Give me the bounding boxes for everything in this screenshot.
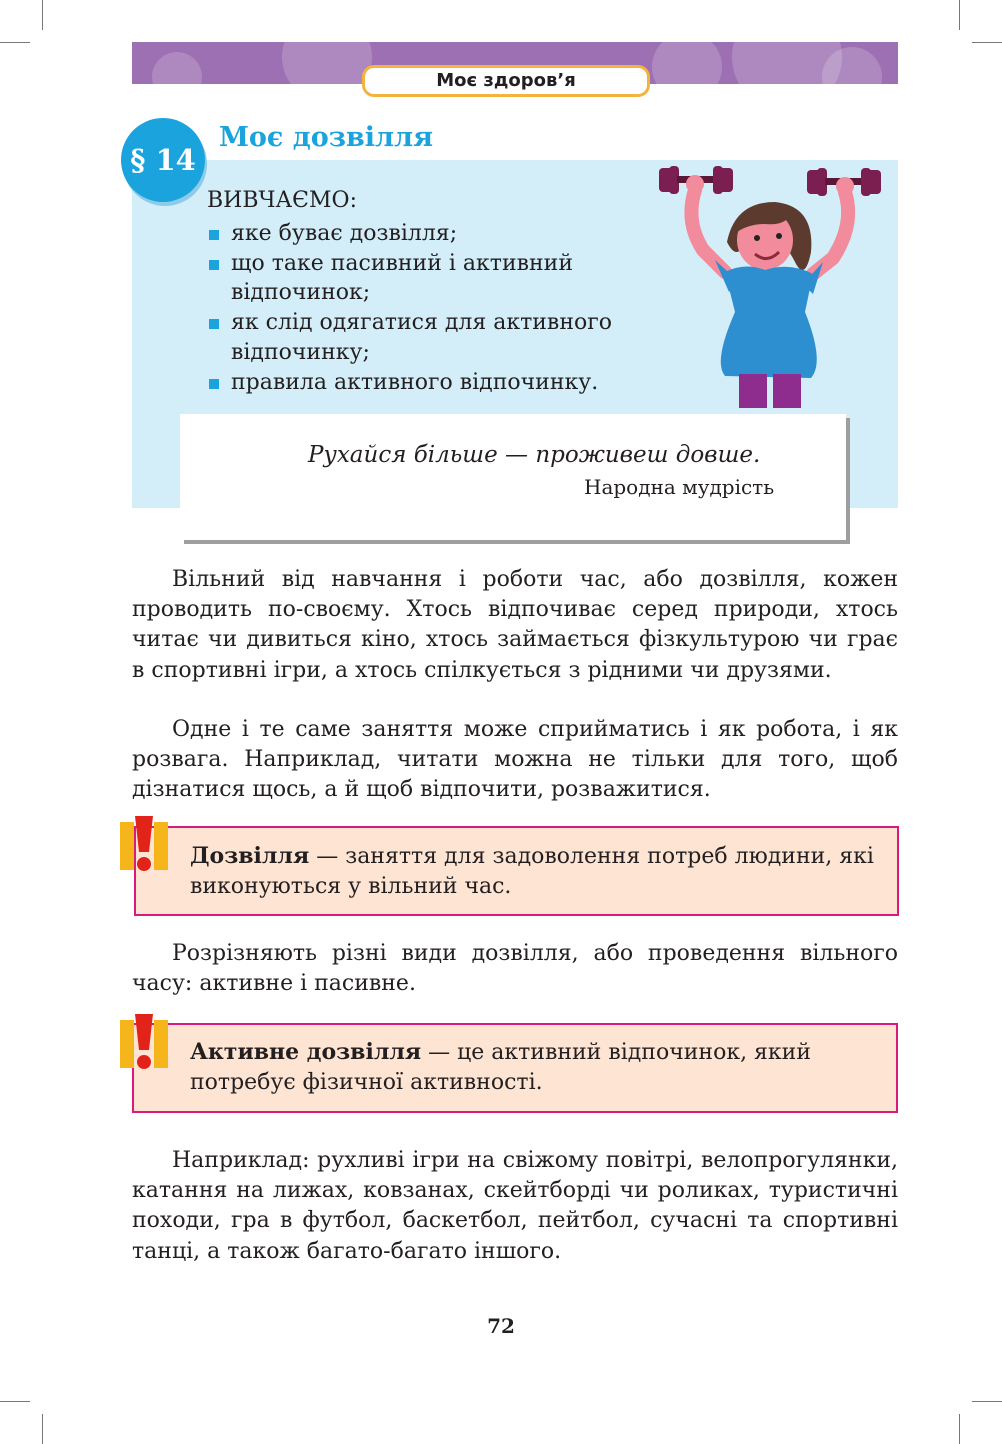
crop-mark <box>972 42 1002 43</box>
exclamation-icon <box>118 814 170 876</box>
bullet-square-icon <box>209 230 219 240</box>
exclamation-icon <box>118 1012 170 1074</box>
bullet-square-icon <box>209 379 219 389</box>
paragraph-text: Розрізняють різні види дозвілля, або проведення вільного часу: активне і пасивне. <box>132 941 898 997</box>
lesson-title: Моє дозвілля <box>219 122 434 153</box>
learn-item-text: як слід одягатися для активного відпочинку; <box>231 310 612 365</box>
definition-body: — це активний відпочинок, який потребує фізичної активності. <box>190 1040 812 1095</box>
paragraph-text: Одне і те саме заняття може сприйматись і як робота, і як розвага. Наприклад, читати можна не тільки для того, щоб дізнатися щось, а й щоб відпочити, розважитися. <box>132 717 898 803</box>
crop-mark <box>959 0 960 30</box>
learn-item <box>207 308 657 367</box>
crop-mark <box>42 1414 43 1444</box>
learn-item-text: яке буває дозвілля; <box>231 221 458 246</box>
section-label: Моє здоров’я <box>362 65 650 97</box>
paragraph-text: Вільний від навчання і роботи час, або дозвілля, кожен проводить по-своєму. Хтось відпочиває серед природи, хтось читає чи дивиться кіно, хтось займається фізкультурою чи грає в спортивні ігри, а хтось спілкується з рідними чи друзями. <box>132 567 898 683</box>
body-paragraph <box>132 565 898 686</box>
paragraph-number-badge: § 14 <box>121 118 205 202</box>
definition-text <box>190 1037 880 1098</box>
body-paragraph <box>132 1146 898 1267</box>
page-number: 72 <box>487 1314 515 1338</box>
crop-mark <box>42 0 43 30</box>
paragraph-text: Наприклад: рухливі ігри на свіжому повітрі, велопрогулянки, катання на лижах, ковзанах, скейтборді чи роликах, туристичні походи, гра в футбол, баскетбол, пейтбол, сучасні та спортивні танці, а також багато-багато іншого. <box>132 1148 898 1264</box>
crop-mark <box>959 1414 960 1444</box>
definition-term: Дозвілля <box>190 843 310 869</box>
learn-item <box>207 368 657 398</box>
crop-mark <box>0 1401 30 1402</box>
learn-heading: ВИВЧАЄМО: <box>207 188 357 213</box>
crop-mark <box>0 42 30 43</box>
learn-list <box>207 219 657 397</box>
learn-item <box>207 219 657 249</box>
quote-text: Рухайся більше — проживеш довше. <box>308 442 761 468</box>
learn-item-text: що таке пасивний і активний відпочинок; <box>231 250 573 306</box>
bullet-square-icon <box>209 319 219 329</box>
girl-with-dumbbells-illustration <box>655 162 885 408</box>
body-paragraph <box>132 939 898 999</box>
definition-term: Активне дозвілля <box>190 1039 422 1065</box>
definition-body: — заняття для задоволення потреб людини, які виконуються у вільний час. <box>190 844 874 899</box>
definition-text <box>190 841 880 902</box>
learn-item-text: правила активного відпочинку. <box>231 369 599 395</box>
crop-mark <box>972 1401 1002 1402</box>
bullet-square-icon <box>209 260 219 270</box>
quote-source: Народна мудрість <box>584 475 775 499</box>
body-paragraph <box>132 715 898 806</box>
learn-item <box>207 249 657 308</box>
